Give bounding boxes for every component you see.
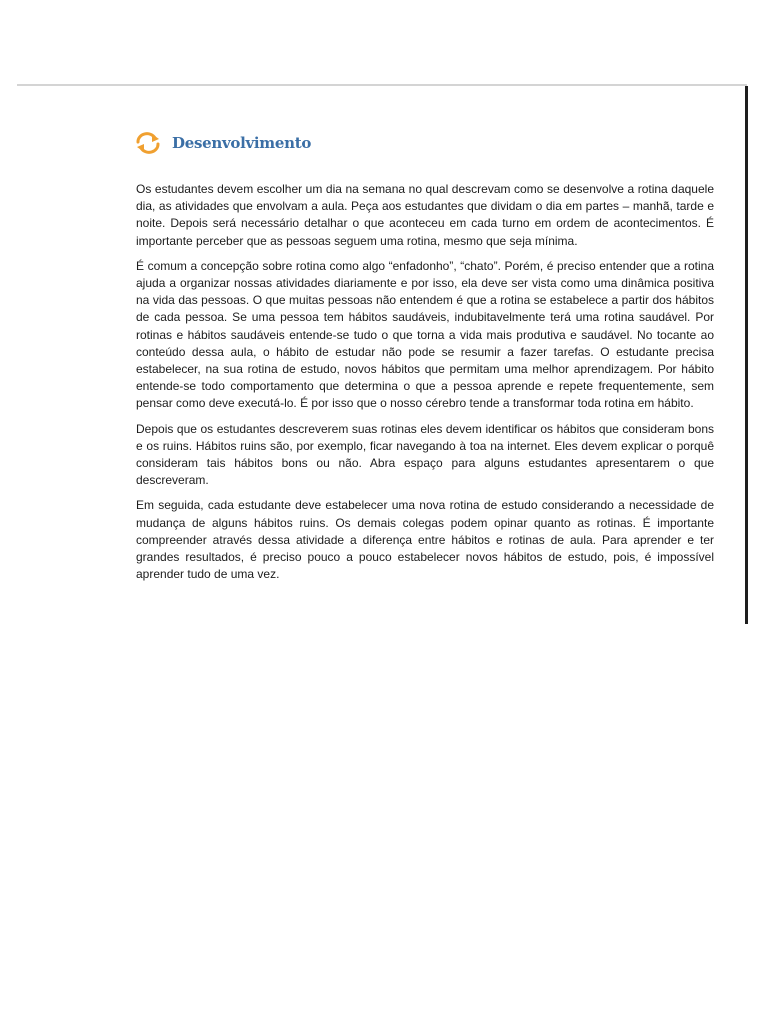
paragraph-2: É comum a concepção sobre rotina como algo “enfadonho”, “chato”. Porém, é preciso entender que a rotina ajuda a organizar nossas atividades diariamente e por isso, ela deve ser vista como uma dinâmica positiva na vida das pessoas. O que muitas pessoas não entendem é que a rotina se estabelece a partir dos hábitos de cada pessoa. Se uma pessoa tem hábitos saudáveis, indubitavelmente terá uma rotina saudável. Por rotinas e hábitos saudáveis entende-se tudo o que torna a vida mais produtiva e saudável. No tocante ao conteúdo dessa aula, o hábito de estudar não pode se resumir a fazer tarefas. O estudante precisa estabelecer, na sua rotina de estudo, novos hábitos que permitam uma melhor aprendizagem. Por hábito entende-se todo comportamento que determina o que a pessoa aprende e repete frequentemente, sem pensar como deve executá-lo. É por isso que o nosso cérebro tende a transformar toda rotina em hábito. [136, 258, 714, 411]
body-text [136, 181, 714, 591]
paragraph-4: Em seguida, cada estudante deve estabelecer uma nova rotina de estudo considerando a necessidade de mudança de alguns hábitos ruins. Os demais colegas podem opinar quanto as rotinas. É importante compreender através dessa atividade a diferença entre hábitos e rotinas de aula. Para aprender e ter grandes resultados, é preciso pouco a pouco estabelecer novos hábitos de estudo, pois, é impossível aprender tudo de uma vez. [136, 498, 714, 582]
paragraph-1: Os estudantes devem escolher um dia na semana no qual descrevam como se desenvolve a rotina daquele dia, as atividades que envolvam a aula. Peça aos estudantes que dividam o dia em partes – manhã, tarde e noite. Depois será necessário detalhar o que aconteceu em cada turno em ordem de acontecimentos. É importante perceber que as pessoas seguem uma rotina, mesmo que seja mínima. [136, 182, 714, 248]
section-heading [134, 130, 311, 156]
section-title: Desenvolvimento [172, 134, 312, 152]
top-divider [17, 84, 747, 86]
paragraph-3: Depois que os estudantes descreverem suas rotinas eles devem identificar os hábitos que consideram bons e os ruins. Hábitos ruins são, por exemplo, ficar navegando à toa na internet. Eles devem explicar o porquê consideram tais hábitos bons ou não. Abra espaço para alguns estudantes apresentarem o que descreveram. [136, 421, 714, 488]
right-margin-rule [745, 86, 748, 624]
refresh-cycle-icon [134, 131, 162, 155]
